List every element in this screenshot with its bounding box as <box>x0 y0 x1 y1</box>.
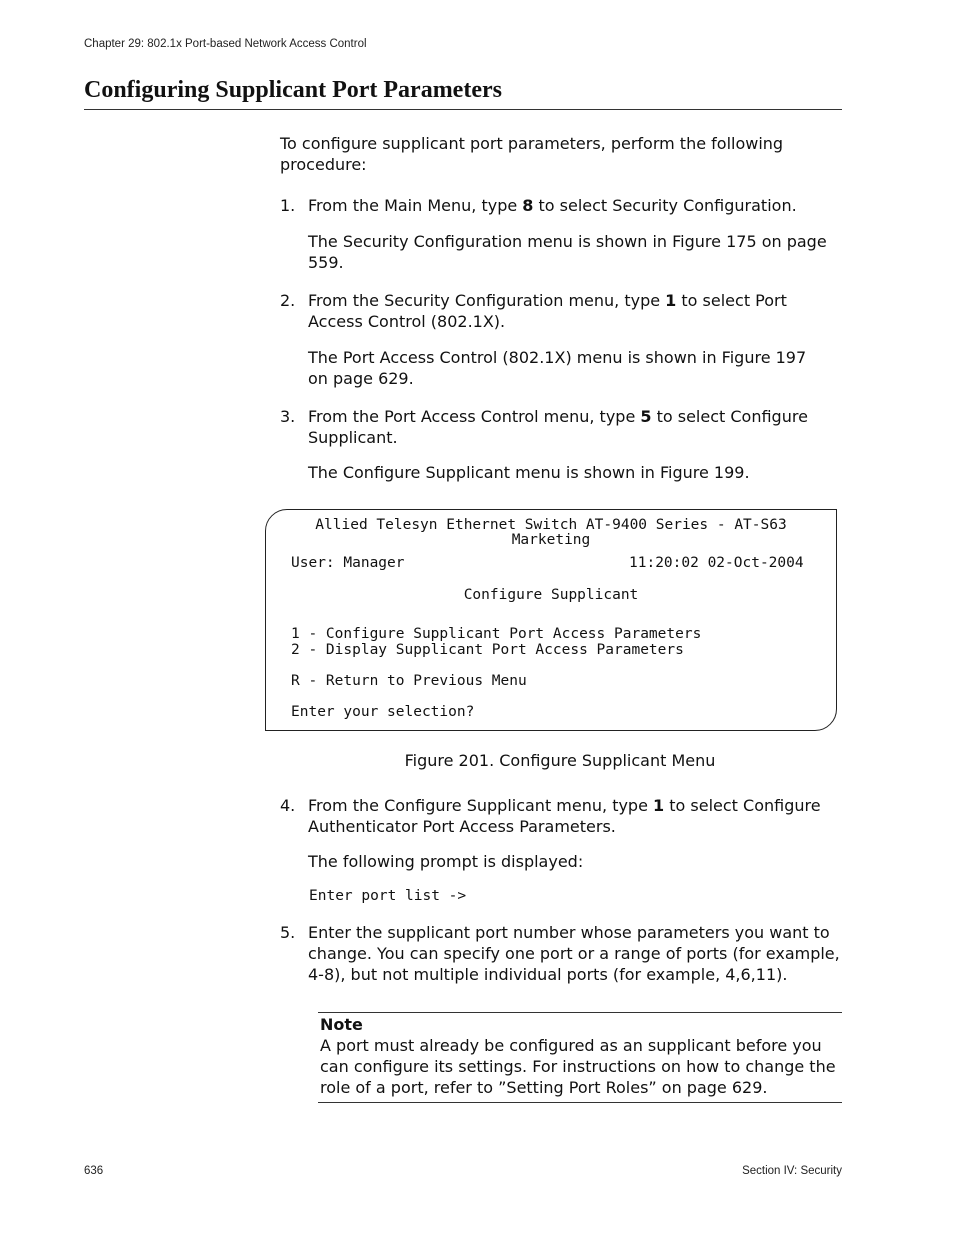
note-text: A port must already be configured as an supplicant before you can configure its settings. For instructions on how to change the role of a port, refer to ”Setting Port Roles” on page 629. <box>320 1036 836 1097</box>
step-2-followup: The Port Access Control (802.1X) menu is shown in Figure 197 on page 629. <box>308 348 807 388</box>
step-3-followup: The Configure Supplicant menu is shown in Figure 199. <box>308 463 750 482</box>
menu-key: 8 <box>522 196 534 215</box>
footer-section: Section IV: Security <box>742 1165 842 1177</box>
port-list-prompt: Enter port list -> <box>309 888 467 904</box>
step-text: From the Configure Supplicant menu, type 1 to select Configure Authenticator Port Access Parameters. <box>308 796 821 836</box>
step-1 <box>280 195 840 216</box>
screen-timestamp: 11:20:02 02-Oct-2004 <box>629 555 804 571</box>
step-5 <box>280 922 842 985</box>
note-bottom-rule <box>318 1102 842 1103</box>
menu-key: 1 <box>665 291 677 310</box>
step-number: 5. <box>280 923 296 942</box>
step-text: From the Main Menu, type 8 to select Security Configuration. <box>308 196 797 215</box>
step-2 <box>280 290 840 332</box>
terminal-screen <box>265 509 837 731</box>
note-label: Note <box>320 1015 363 1034</box>
screen-option-1: 1 - Configure Supplicant Port Access Parameters <box>291 626 702 642</box>
running-header: Chapter 29: 802.1x Port-based Network Access Control <box>84 38 367 50</box>
step-number: 1. <box>280 196 296 215</box>
intro-paragraph: To configure supplicant port parameters, perform the following procedure: <box>280 134 784 174</box>
note-top-rule <box>318 1012 842 1013</box>
screen-banner: Allied Telesyn Ethernet Switch AT-9400 Series - AT-S63 <box>315 517 787 533</box>
section-title: Configuring Supplicant Port Parameters <box>84 77 502 103</box>
step-number: 3. <box>280 407 296 426</box>
menu-key: 5 <box>640 407 652 426</box>
title-rule <box>84 109 842 110</box>
screen-location: Marketing <box>511 532 591 548</box>
menu-key: 1 <box>653 796 665 815</box>
step-3 <box>280 406 840 448</box>
step-text: From the Security Configuration menu, type 1 to select Port Access Control (802.1X). <box>308 291 787 331</box>
screen-option-r: R - Return to Previous Menu <box>291 673 527 689</box>
step-text: From the Port Access Control menu, type 5 to select Configure Supplicant. <box>308 407 808 447</box>
screen-user: User: Manager <box>291 555 405 571</box>
screen-prompt: Enter your selection? <box>291 704 475 720</box>
step-4-followup: The following prompt is displayed: <box>308 852 584 871</box>
page-number: 636 <box>84 1165 104 1177</box>
step-1-followup: The Security Configuration menu is shown in Figure 175 on page 559. <box>308 232 827 272</box>
step-text: Enter the supplicant port number whose parameters you want to change. You can specify one port or a range of ports (for example, 4-8), but not multiple individual ports (for example, 4,6,11). <box>308 923 840 984</box>
step-4 <box>280 795 840 837</box>
screen-option-2: 2 - Display Supplicant Port Access Parameters <box>291 642 684 658</box>
step-number: 2. <box>280 291 296 310</box>
screen-menu-title: Configure Supplicant <box>463 587 639 603</box>
step-number: 4. <box>280 796 296 815</box>
figure-caption: Figure 201. Configure Supplicant Menu <box>404 751 716 770</box>
